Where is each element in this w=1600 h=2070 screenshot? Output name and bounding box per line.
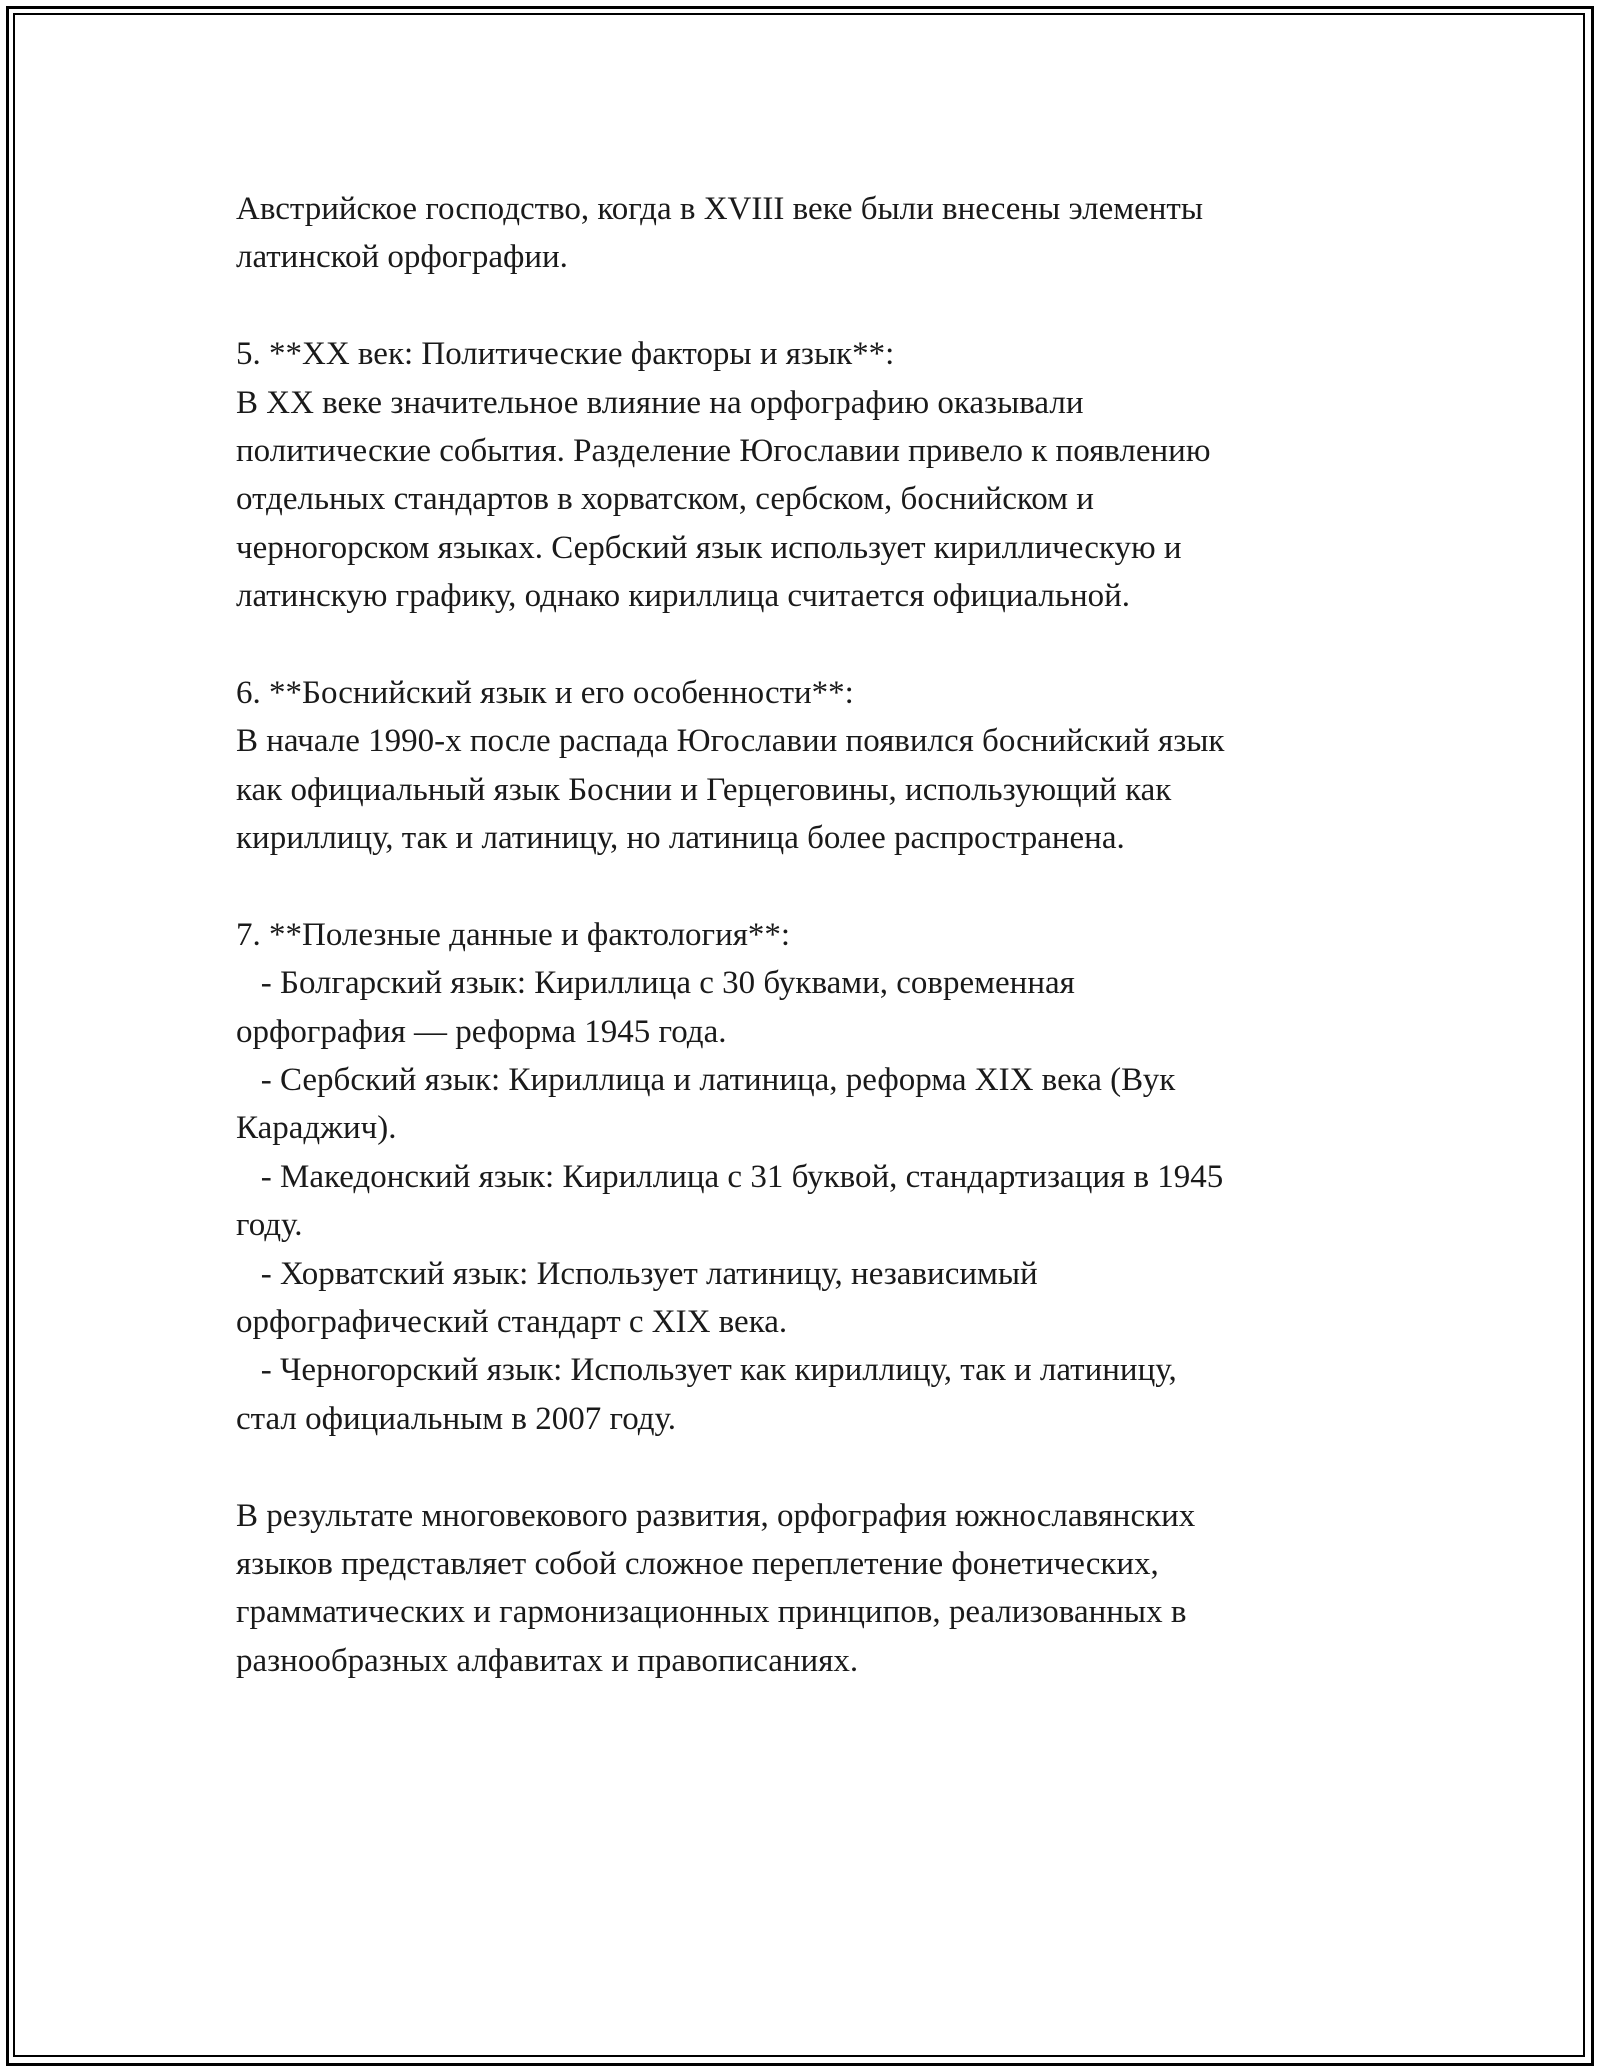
list-item-line: - Черногорский язык: Использует как кириллицу, так и латиницу, xyxy=(236,1352,1177,1389)
text-line: В результате многовекового развития, орфография южнославянских xyxy=(236,1497,1196,1534)
section-5-xx-century xyxy=(236,330,1366,620)
paragraph-conclusion xyxy=(236,1492,1366,1686)
list-item-line: - Хорватский язык: Использует латиницу, независимый xyxy=(236,1255,1038,1292)
paragraph-gap xyxy=(236,282,1366,330)
text-line: латинской орфографии. xyxy=(236,239,568,276)
text-line: Караджич). xyxy=(236,1110,397,1147)
text-line: стал официальным в 2007 году. xyxy=(236,1400,676,1437)
text-line: орфографический стандарт с XIX века. xyxy=(236,1303,788,1340)
section-6-bosnian-language xyxy=(236,669,1366,863)
paragraph-gap xyxy=(236,621,1366,669)
list-item-line: - Сербский язык: Кириллица и латиница, реформа XIX века (Вук xyxy=(236,1062,1176,1099)
list-item-line: - Македонский язык: Кириллица с 31 буквой, стандартизация в 1945 xyxy=(236,1158,1224,1195)
list-item-line: - Болгарский язык: Кириллица с 30 буквами, современная xyxy=(236,965,1075,1002)
section-heading: 7. **Полезные данные и фактология**: xyxy=(236,916,791,953)
paragraph-gap xyxy=(236,862,1366,910)
text-line: В начале 1990-х после распада Югославии появился боснийский язык xyxy=(236,723,1225,760)
text-line: языков представляет собой сложное переплетение фонетических, xyxy=(236,1545,1159,1582)
text-line: году. xyxy=(236,1207,303,1244)
text-line: разнообразных алфавитах и правописаниях. xyxy=(236,1642,859,1679)
paragraph-gap xyxy=(236,1443,1366,1491)
text-line: латинскую графику, однако кириллица считается официальной. xyxy=(236,578,1131,615)
paragraph-austrian-rule xyxy=(236,185,1366,282)
text-line: Австрийское господство, когда в XVIII веке были внесены элементы xyxy=(236,191,1204,227)
section-heading: 6. **Боснийский язык и его особенности**: xyxy=(236,674,854,711)
text-line: грамматических и гармонизационных принципов, реализованных в xyxy=(236,1594,1187,1631)
text-line: В XX веке значительное влияние на орфографию оказывали xyxy=(236,384,1084,421)
text-line: черногорском языках. Сербский язык использует кириллическую и xyxy=(236,529,1182,566)
text-line: кириллицу, так и латиницу, но латиница более распространена. xyxy=(236,820,1125,857)
text-line: как официальный язык Боснии и Герцеговины, использующий как xyxy=(236,771,1172,808)
document-body xyxy=(236,185,1366,1685)
section-heading: 5. **XX век: Политические факторы и язык**: xyxy=(236,336,895,373)
text-line: отдельных стандартов в хорватском, сербском, боснийском и xyxy=(236,481,1094,518)
text-line: орфография — реформа 1945 года. xyxy=(236,1013,727,1050)
text-line: политические события. Разделение Югославии привело к появлению xyxy=(236,432,1211,469)
section-7-useful-data xyxy=(236,911,1366,1443)
